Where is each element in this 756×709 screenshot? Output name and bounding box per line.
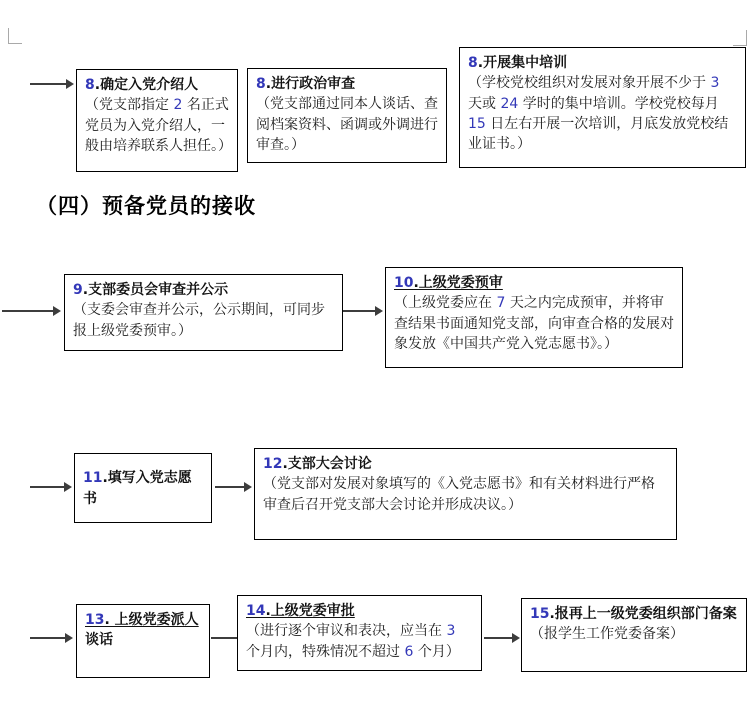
box-body: （上级党委应在 7 天之内完成预审，并将审查结果书面通知党支部，向审查合格的发展对象发放《中国共产党入党志愿书》。） — [394, 295, 674, 352]
box-title: 15.报再上一级党委组织部门备案 — [530, 606, 737, 622]
box-body: （党支部对发展对象填写的《入党志愿书》和有关材料进行严格审查后召开党支部大会讨论并形成决议。） — [263, 476, 655, 513]
box-body: （党支部指定 2 名正式党员为入党介绍人，一般由培养联系人担任。） — [85, 97, 232, 154]
box-body: （支委会审查并公示，公示期间，可同步报上级党委预审。） — [73, 302, 325, 339]
flow-box-14-committee-approval — [237, 595, 482, 671]
arrow-head-icon — [512, 633, 520, 643]
arrow-head-icon — [66, 79, 74, 89]
flow-box-11-application-form — [74, 453, 212, 523]
box-title: 12.支部大会讨论 — [263, 456, 372, 472]
arrow-head-icon — [375, 306, 383, 316]
section-heading: （四）预备党员的接收 — [36, 194, 256, 218]
arrow-head-icon — [65, 633, 73, 643]
arrow-shaft — [30, 637, 66, 639]
box-title: 8.进行政治审查 — [256, 76, 356, 92]
box-body: （报学生工作党委备案） — [530, 626, 684, 643]
flow-arrow — [2, 305, 61, 317]
box-body: （学校党校组织对发展对象开展不少于 3 天或 24 学时的集中培训。学校党校每月 15 日左右开展一次培训，月底发放党校结业证书。） — [468, 75, 729, 153]
box-title: 10.上级党委预审 — [394, 275, 503, 291]
flow-box-9-branch-committee-review — [64, 274, 343, 351]
flow-box-8-political-review — [247, 68, 447, 163]
box-title: 11.填写入党志愿书 — [83, 470, 192, 507]
flow-arrow — [30, 78, 74, 90]
arrow-shaft — [2, 310, 54, 312]
box-title-line1: 13. 上级党委派人 — [85, 612, 199, 628]
box-title: 9.支部委员会审查并公示 — [73, 282, 229, 298]
flow-arrow — [30, 632, 73, 644]
flow-arrow — [215, 481, 252, 493]
flow-arrow — [484, 632, 520, 644]
box-body: （党支部通过同本人谈话、查阅档案资料、函调或外调进行审查。） — [256, 96, 438, 153]
flow-box-8-introducers — [76, 69, 238, 172]
box-title: 8.开展集中培训 — [468, 55, 568, 71]
flow-box-15-record-filing — [521, 598, 747, 672]
arrow-shaft — [484, 637, 513, 639]
arrow-shaft — [343, 310, 376, 312]
arrow-head-icon — [64, 482, 72, 492]
flow-box-13-committee-talk — [76, 604, 210, 678]
flow-box-8-training — [459, 47, 746, 168]
arrow-shaft — [30, 486, 65, 488]
flow-box-10-higher-committee-preview — [385, 267, 683, 368]
flow-arrow — [343, 305, 383, 317]
arrow-head-icon — [53, 306, 61, 316]
arrow-shaft — [30, 83, 67, 85]
text-boundary-corner-right — [733, 30, 747, 46]
flow-box-12-branch-meeting-discussion — [254, 448, 677, 540]
box-title: 8.确定入党介绍人 — [85, 77, 199, 93]
box-body: （进行逐个审议和表决，应当在 3 个月内，特殊情况不超过 6 个月） — [246, 623, 460, 660]
arrow-head-icon — [244, 482, 252, 492]
box-title-line2: 谈话 — [85, 632, 113, 649]
box-title: 14.上级党委审批 — [246, 603, 355, 619]
arrow-shaft — [215, 486, 245, 488]
flow-arrow — [30, 481, 72, 493]
text-boundary-corner-left — [8, 28, 22, 44]
arrow-shaft — [211, 637, 240, 639]
